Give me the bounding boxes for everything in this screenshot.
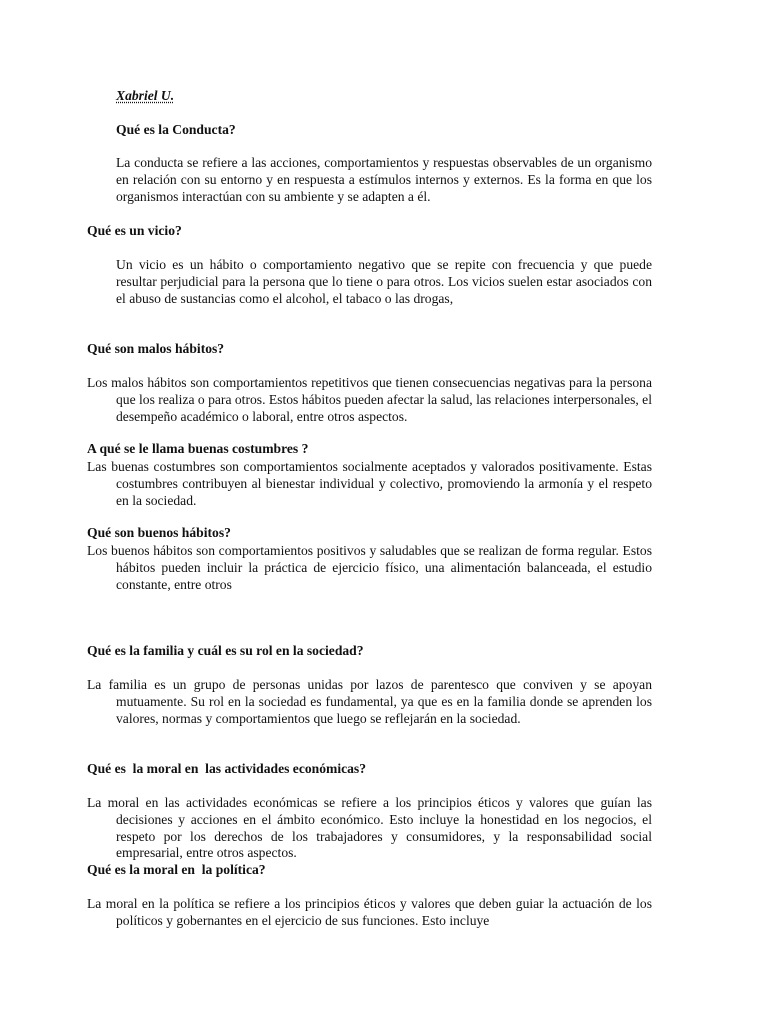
paragraph-moral-politica: La moral en la política se refiere a los principios éticos y valores que deben guiar la actuación de los políticos y gobernantes en el ejercicio de sus funciones. Esto incluye — [87, 896, 652, 928]
paragraph-familia: La familia es un grupo de personas unidas por lazos de parentesco que conviven y se apoyan mutuamente. Su rol en la sociedad es fundamental, ya que es en la familia donde se aprenden los valores, normas y comportamientos que luego se reflejarán en la sociedad. — [87, 677, 652, 726]
paragraph-buenas-costumbres: Las buenas costumbres son comportamientos socialmente aceptados y valorados positivamente. Estas costumbres contribuyen al bienestar individual y colectivo, promoviendo la armonía y el respeto en la sociedad. — [87, 459, 652, 508]
paragraph-vicio: Un vicio es un hábito o comportamiento negativo que se repite con frecuencia y que puede resultar perjudicial para la persona que lo tiene o para otros. Los vicios suelen estar asociados con el abuso de sustancias como el alcohol, el tabaco o las drogas, — [116, 257, 652, 306]
heading-buenas-costumbres: A qué se le llama buenas costumbres ? — [87, 441, 309, 456]
paragraph-buenos-habitos: Los buenos hábitos son comportamientos positivos y saludables que se realizan de forma regular. Estos hábitos pueden incluir la práctica de ejercicio físico, una alimentación balanceada, el estudio constante, entre otros — [87, 543, 652, 592]
heading-conducta: Qué es la Conducta? — [116, 122, 236, 137]
heading-familia: Qué es la familia y cuál es su rol en la sociedad? — [87, 643, 364, 658]
heading-vicio: Qué es un vicio? — [87, 223, 182, 238]
paragraph-moral-economica: La moral en las actividades económicas se refiere a los principios éticos y valores que guían las decisiones y acciones en el ámbito económico. Esto incluye la honestidad en los negocios, el respeto por los derechos de los trabajadores y consumidores, y la responsabilidad social empresarial, entre otros aspectos. — [87, 795, 652, 861]
paragraph-conducta: La conducta se refiere a las acciones, comportamientos y respuestas observables de un organismo en relación con su entorno y en respuesta a estímulos internos y externos. Es la forma en que los organismos interactúan con su ambiente y se adapten a él. — [116, 155, 652, 204]
paragraph-malos-habitos: Los malos hábitos son comportamientos repetitivos que tienen consecuencias negativas para la persona que los realiza o para otros. Estos hábitos pueden afectar la salud, las relaciones interpersonales, el desempeño académico o laboral, entre otros aspectos. — [87, 375, 652, 424]
heading-buenos-habitos: Qué son buenos hábitos? — [87, 525, 231, 540]
author-name: Xabriel U. — [116, 88, 175, 103]
heading-malos-habitos: Qué son malos hábitos? — [87, 341, 225, 356]
heading-moral-politica: Qué es la moral en la política? — [87, 862, 266, 877]
heading-moral-economica: Qué es la moral en las actividades económicas? — [87, 761, 367, 776]
